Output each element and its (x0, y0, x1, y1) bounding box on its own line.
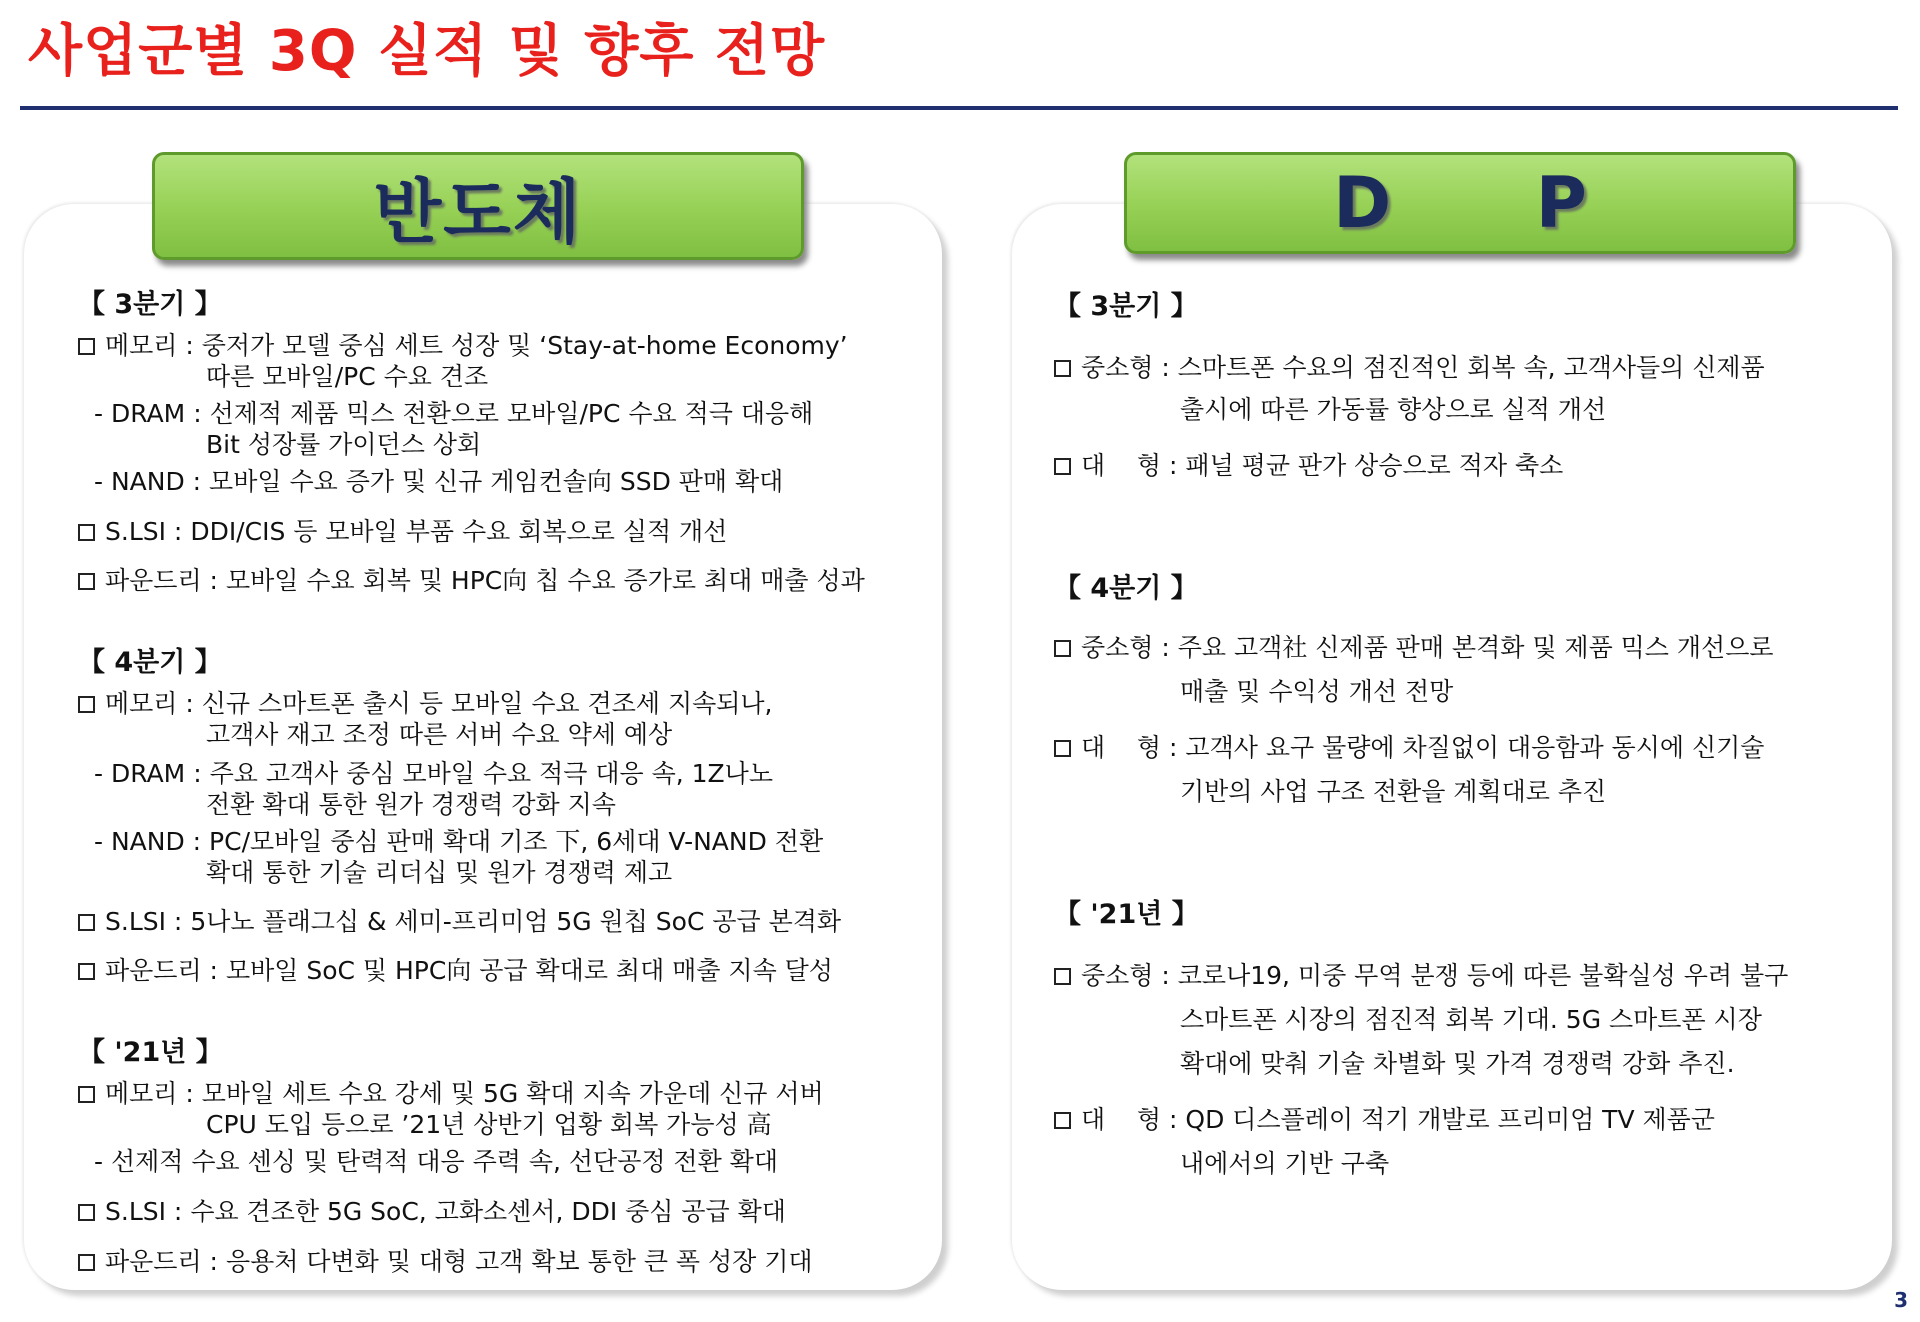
left-2021-item-foundry: 파운드리 : 응용처 다변화 및 대형 고객 확보 통한 큰 폭 성장 기대 (78, 1246, 813, 1277)
right-q4-item-large-cont: 기반의 사업 구조 전환을 계획대로 추진 (1180, 777, 1607, 806)
left-q3-item-slsi: S.LSI : DDI/CIS 등 모바일 부품 수요 회복으로 실적 개선 (78, 516, 727, 547)
right-2021-item-small-mid-cont2: 확대에 맞춰 기술 차별화 및 가격 경쟁력 강화 추진. (1180, 1049, 1735, 1078)
checkbox-icon (78, 338, 95, 355)
left-q4-item-foundry: 파운드리 : 모바일 SoC 및 HPC向 공급 확대로 최대 매출 지속 달성 (78, 955, 833, 986)
checkbox-icon (1054, 1112, 1071, 1129)
left-q4-item-nand: - NAND : PC/모바일 중심 판매 확대 기조 下, 6세대 V-NAND 전환 (94, 827, 824, 856)
page-title: 사업군별 3Q 실적 및 향후 전망 (28, 19, 826, 84)
left-2021-item-sensing: - 선제적 수요 센싱 및 탄력적 대응 주력 속, 선단공정 전환 확대 (94, 1147, 778, 1176)
right-2021-item-large: 대 형 : QD 디스플레이 적기 개발로 프리미엄 TV 제품군 (1054, 1104, 1715, 1135)
right-q4-item-large: 대 형 : 고객사 요구 물량에 차질없이 대응함과 동시에 신기술 (1054, 732, 1764, 763)
checkbox-icon (78, 524, 95, 541)
checkbox-icon (78, 914, 95, 931)
right-q3-item-small-mid-cont: 출시에 따른 가동률 향상으로 실적 개선 (1180, 395, 1607, 424)
left-2021-header: 【 '21년 】 (78, 1037, 223, 1068)
right-2021-item-large-cont: 내에서의 기반 구축 (1180, 1149, 1390, 1178)
left-q3-header: 【 3분기 】 (78, 289, 222, 320)
checkbox-icon (78, 696, 95, 713)
checkbox-icon (1054, 740, 1071, 757)
right-q3-header: 【 3분기 】 (1054, 291, 1198, 322)
left-2021-item-slsi: S.LSI : 수요 견조한 5G SoC, 고화소센서, DDI 중심 공급 확대 (78, 1196, 786, 1227)
checkbox-icon (1054, 458, 1071, 475)
page-number: 3 (1894, 1288, 1908, 1312)
checkbox-icon (1054, 968, 1071, 985)
left-q3-item-memory-cont: 따른 모바일/PC 수요 견조 (206, 362, 489, 391)
left-q4-item-nand-cont: 확대 통한 기술 리더십 및 원가 경쟁력 제고 (206, 858, 673, 887)
right-2021-item-small-mid-cont: 스마트폰 시장의 점진적 회복 기대. 5G 스마트폰 시장 (1180, 1005, 1762, 1034)
right-q4-item-small-mid-cont: 매출 및 수익성 개선 전망 (1180, 677, 1454, 706)
title-divider (20, 106, 1898, 110)
checkbox-icon (78, 573, 95, 590)
right-q3-item-small-mid: 중소형 : 스마트폰 수요의 점진적인 회복 속, 고객사들의 신제품 (1054, 352, 1765, 383)
checkbox-icon (1054, 360, 1071, 377)
right-2021-item-small-mid: 중소형 : 코로나19, 미중 무역 분쟁 등에 따른 불확실성 우려 불구 (1054, 960, 1788, 991)
left-q3-item-foundry: 파운드리 : 모바일 수요 회복 및 HPC向 칩 수요 증가로 최대 매출 성과 (78, 565, 865, 596)
right-q4-item-small-mid: 중소형 : 주요 고객社 신제품 판매 본격화 및 제품 믹스 개선으로 (1054, 632, 1774, 663)
checkbox-icon (78, 1086, 95, 1103)
checkbox-icon (78, 963, 95, 980)
left-q4-item-memory-cont: 고객사 재고 조정 따른 서버 수요 약세 예상 (206, 720, 673, 749)
display-badge: D P (1124, 152, 1796, 254)
left-q4-item-memory: 메모리 : 신규 스마트폰 출시 등 모바일 수요 견조세 지속되나, (78, 688, 773, 719)
right-2021-header: 【 '21년 】 (1054, 899, 1199, 930)
left-2021-item-memory-cont: CPU 도입 등으로 ’21년 상반기 업황 회복 가능성 高 (206, 1110, 772, 1139)
right-q4-header: 【 4분기 】 (1054, 573, 1198, 604)
left-2021-item-memory: 메모리 : 모바일 세트 수요 강세 및 5G 확대 지속 가운데 신규 서버 (78, 1078, 824, 1109)
left-q4-item-dram: - DRAM : 주요 고객사 중심 모바일 수요 적극 대응 속, 1Z나노 (94, 759, 773, 788)
left-q3-item-nand: - NAND : 모바일 수요 증가 및 신규 게임컨솔向 SSD 판매 확대 (94, 467, 784, 496)
semiconductor-badge: 반도체 (152, 152, 804, 260)
checkbox-icon (78, 1204, 95, 1221)
left-q4-header: 【 4분기 】 (78, 647, 222, 678)
left-q3-item-dram: - DRAM : 선제적 제품 믹스 전환으로 모바일/PC 수요 적극 대응해 (94, 399, 814, 428)
left-q4-item-slsi: S.LSI : 5나노 플래그십 & 세미-프리미엄 5G 원칩 SoC 공급 본격화 (78, 906, 841, 937)
right-q3-item-large: 대 형 : 패널 평균 판가 상승으로 적자 축소 (1054, 450, 1563, 481)
left-q3-item-memory: 메모리 : 중저가 모델 중심 세트 성장 및 ‘Stay-at-home Economy’ (78, 330, 848, 361)
checkbox-icon (1054, 640, 1071, 657)
checkbox-icon (78, 1254, 95, 1271)
left-q4-item-dram-cont: 전환 확대 통한 원가 경쟁력 강화 지속 (206, 790, 616, 819)
left-q3-item-dram-cont: Bit 성장률 가이던스 상회 (206, 430, 482, 459)
